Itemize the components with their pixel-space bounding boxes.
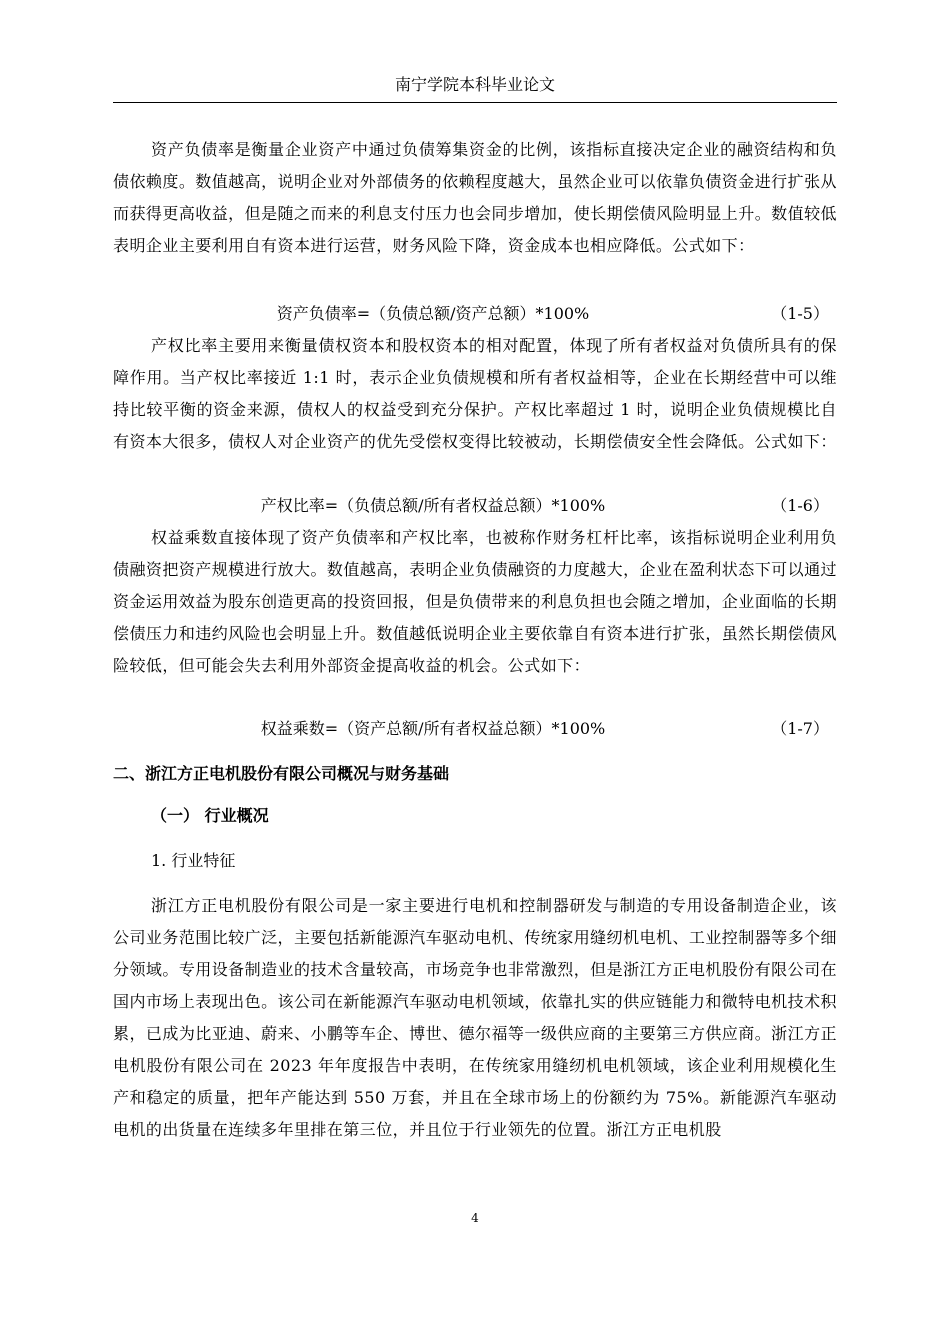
section-heading: 二、浙江方正电机股份有限公司概况与财务基础: [113, 764, 450, 783]
formula-expression: 产权比率=（负债总额/所有者权益总额）*100%: [260, 496, 606, 515]
formula-number: （1-7）: [771, 719, 829, 738]
page-number: 4: [471, 1211, 479, 1225]
header-rule: [113, 102, 837, 103]
formula-debt-ratio: [113, 298, 837, 330]
formula-equity-ratio: [113, 490, 837, 522]
formula-number: （1-5）: [771, 304, 829, 323]
paragraph-equity-ratio: 产权比率主要用来衡量债权资本和股权资本的相对配置，体现了所有者权益对负债所具有的保障作用。当产权比率接近 1:1 时，表示企业负债规模和所有者权益相等，企业在长期经营中可以维持比较平衡的资金来源，债权人的权益受到充分保护。产权比率超过 1 时，说明企业负债规模比自有资本大很多，债权人对企业资产的优先受偿权变得比较被动，长期偿债安全性会降低。公式如下：: [113, 336, 837, 451]
paragraph-debt-ratio: 资产负债率是衡量企业资产中通过负债筹集资金的比例，该指标直接决定企业的融资结构和负债依赖度。数值越高，说明企业对外部债务的依赖程度越大，虽然企业可以依靠负债资金进行扩张从而获得更高收益，但是随之而来的利息支付压力也会同步增加，使长期偿债风险明显上升。数值较低表明企业主要利用自有资本进行运营，财务风险下降，资金成本也相应降低。公式如下：: [113, 140, 837, 255]
formula-expression: 资产负债率=（负债总额/资产总额）*100%: [276, 304, 590, 323]
subsubsection-heading: 1. 行业特征: [151, 851, 236, 870]
paragraph-industry-features: 浙江方正电机股份有限公司是一家主要进行电机和控制器研发与制造的专用设备制造企业，该公司业务范围比较广泛，主要包括新能源汽车驱动电机、传统家用缝纫机电机、工业控制器等多个细分领域。专用设备制造业的技术含量较高，市场竞争也非常激烈，但是浙江方正电机股份有限公司在国内市场上表现出色。该公司在新能源汽车驱动电机领域，依靠扎实的供应链能力和微特电机技术积累，已成为比亚迪、蔚来、小鹏等车企、博世、德尔福等一级供应商的主要第三方供应商。浙江方正电机股份有限公司在 2023 年年度报告中表明，在传统家用缝纫机电机领域，该企业利用规模化生产和稳定的质量，把年产能达到 550 万套，并且在全球市场上的份额约为 75%。新能源汽车驱动电机的出货量在连续多年里排在第三位，并且位于行业领先的位置。浙江方正电机股: [113, 896, 837, 1139]
formula-equity-multiplier: [113, 713, 837, 745]
formula-number: （1-6）: [771, 496, 829, 515]
formula-expression: 权益乘数=（资产总额/所有者权益总额）*100%: [260, 719, 606, 738]
subsection-heading: （一） 行业概况: [151, 806, 269, 825]
paragraph-equity-multiplier: 权益乘数直接体现了资产负债率和产权比率，也被称作财务杠杆比率，该指标说明企业利用负债融资把资产规模进行放大。数值越高，表明企业负债融资的力度越大，企业在盈利状态下可以通过资金运用效益为股东创造更高的投资回报，但是负债带来的利息负担也会随之增加，企业面临的长期偿债压力和违约风险也会明显上升。数值越低说明企业主要依靠自有资本进行扩张，虽然长期偿债风险较低，但可能会失去利用外部资金提高收益的机会。公式如下：: [113, 528, 837, 675]
running-header: 南宁学院本科毕业论文: [394, 75, 555, 94]
